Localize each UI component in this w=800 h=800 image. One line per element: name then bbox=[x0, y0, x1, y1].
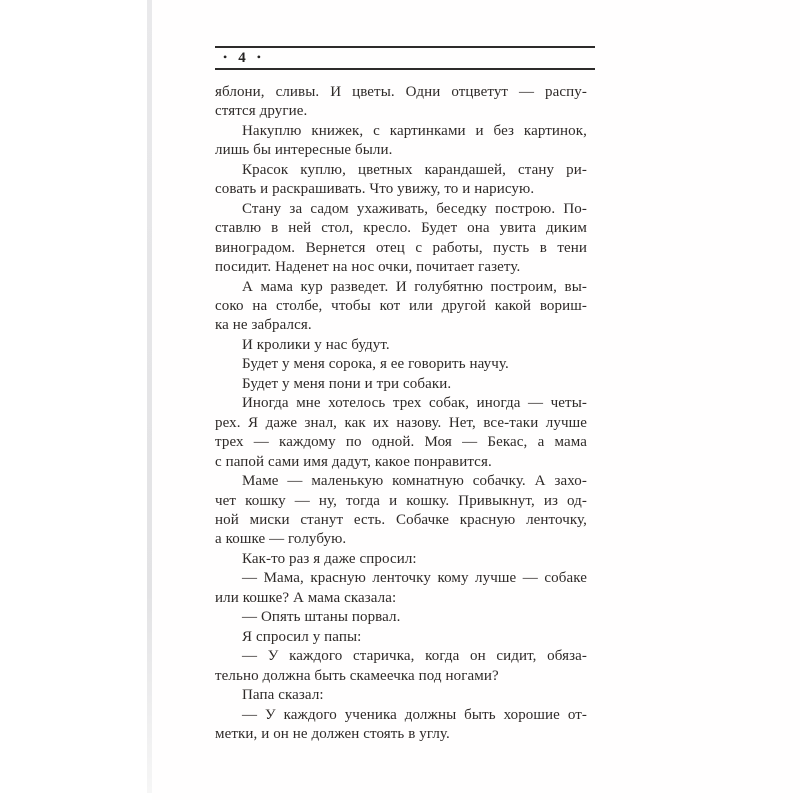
text-line: или кошке? А мама сказала: bbox=[215, 589, 397, 606]
header-ornament-left: • bbox=[223, 50, 228, 64]
text-line: Будет у меня сорока, я ее говорить научу. bbox=[242, 356, 509, 373]
text-line: Будет у меня пони и три собаки. bbox=[242, 375, 452, 392]
text-line: совать и раскрашивать. Что увижу, то и нарисую. bbox=[215, 181, 535, 198]
text-line: Накуплю книжек, с картинками и без картинок, bbox=[242, 122, 587, 139]
header-ornament-right: • bbox=[256, 50, 261, 64]
text-line: Я спросил у папы: bbox=[242, 628, 362, 645]
text-line: ка не забрался. bbox=[215, 317, 312, 334]
page-number: 4 bbox=[238, 49, 246, 66]
page-header bbox=[215, 46, 595, 70]
text-line: И кролики у нас будут. bbox=[242, 336, 390, 353]
text-line: А мама кур разведет. И голубятню построим, вы- bbox=[242, 278, 587, 295]
text-line: — У каждого ученика должны быть хорошие от- bbox=[242, 706, 587, 723]
text-line: Красок куплю, цветных карандашей, стану ри- bbox=[242, 161, 587, 178]
text-line: ставлю в ней стол, кресло. Будет она увита диким bbox=[215, 220, 587, 237]
text-line: Как-то раз я даже спросил: bbox=[242, 550, 417, 567]
text-line: посидит. Наденет на нос очки, почитает газету. bbox=[215, 259, 521, 276]
text-line: — Мама, красную ленточку кому лучше — собаке bbox=[242, 570, 587, 587]
text-line: рех. Я даже знал, как их назову. Нет, все-таки лучше bbox=[215, 414, 587, 431]
text-line: Стану за садом ухаживать, беседку построю. По- bbox=[242, 200, 587, 217]
text-line: с папой сами имя дадут, какое понравится. bbox=[215, 453, 492, 470]
text-line: — У каждого старичка, когда он сидит, обяза- bbox=[242, 648, 587, 665]
page-text bbox=[215, 83, 587, 744]
text-line: лишь бы интересные были. bbox=[215, 142, 393, 159]
text-line: чет кошку — ну, тогда и кошку. Привыкнут, из од- bbox=[215, 492, 587, 509]
text-line: соко на столбе, чтобы кот или другой какой вориш- bbox=[215, 297, 587, 314]
text-line: Маме — маленькую комнатную собачку. А захо- bbox=[242, 473, 587, 490]
text-line: а кошке — голубую. bbox=[215, 531, 347, 548]
text-line: Иногда мне хотелось трех собак, иногда — четы- bbox=[242, 395, 587, 412]
text-line: ной миски станут есть. Собачке красную ленточку, bbox=[215, 511, 587, 528]
text-line: метки, и он не должен стоять в углу. bbox=[215, 725, 450, 742]
text-line: — Опять штаны порвал. bbox=[242, 609, 401, 626]
text-line: яблони, сливы. И цветы. Одни отцветут — распу- bbox=[215, 84, 587, 100]
text-line: тельно должна быть скамеечка под ногами? bbox=[215, 667, 499, 684]
text-line: трех — каждому по одной. Моя — Бекас, а мама bbox=[215, 434, 587, 451]
text-line: Папа сказал: bbox=[242, 687, 324, 704]
text-line: стятся другие. bbox=[215, 103, 308, 120]
book-page bbox=[152, 0, 800, 800]
text-line: виноградом. Вернется отец с работы, пусть в тени bbox=[215, 239, 587, 256]
